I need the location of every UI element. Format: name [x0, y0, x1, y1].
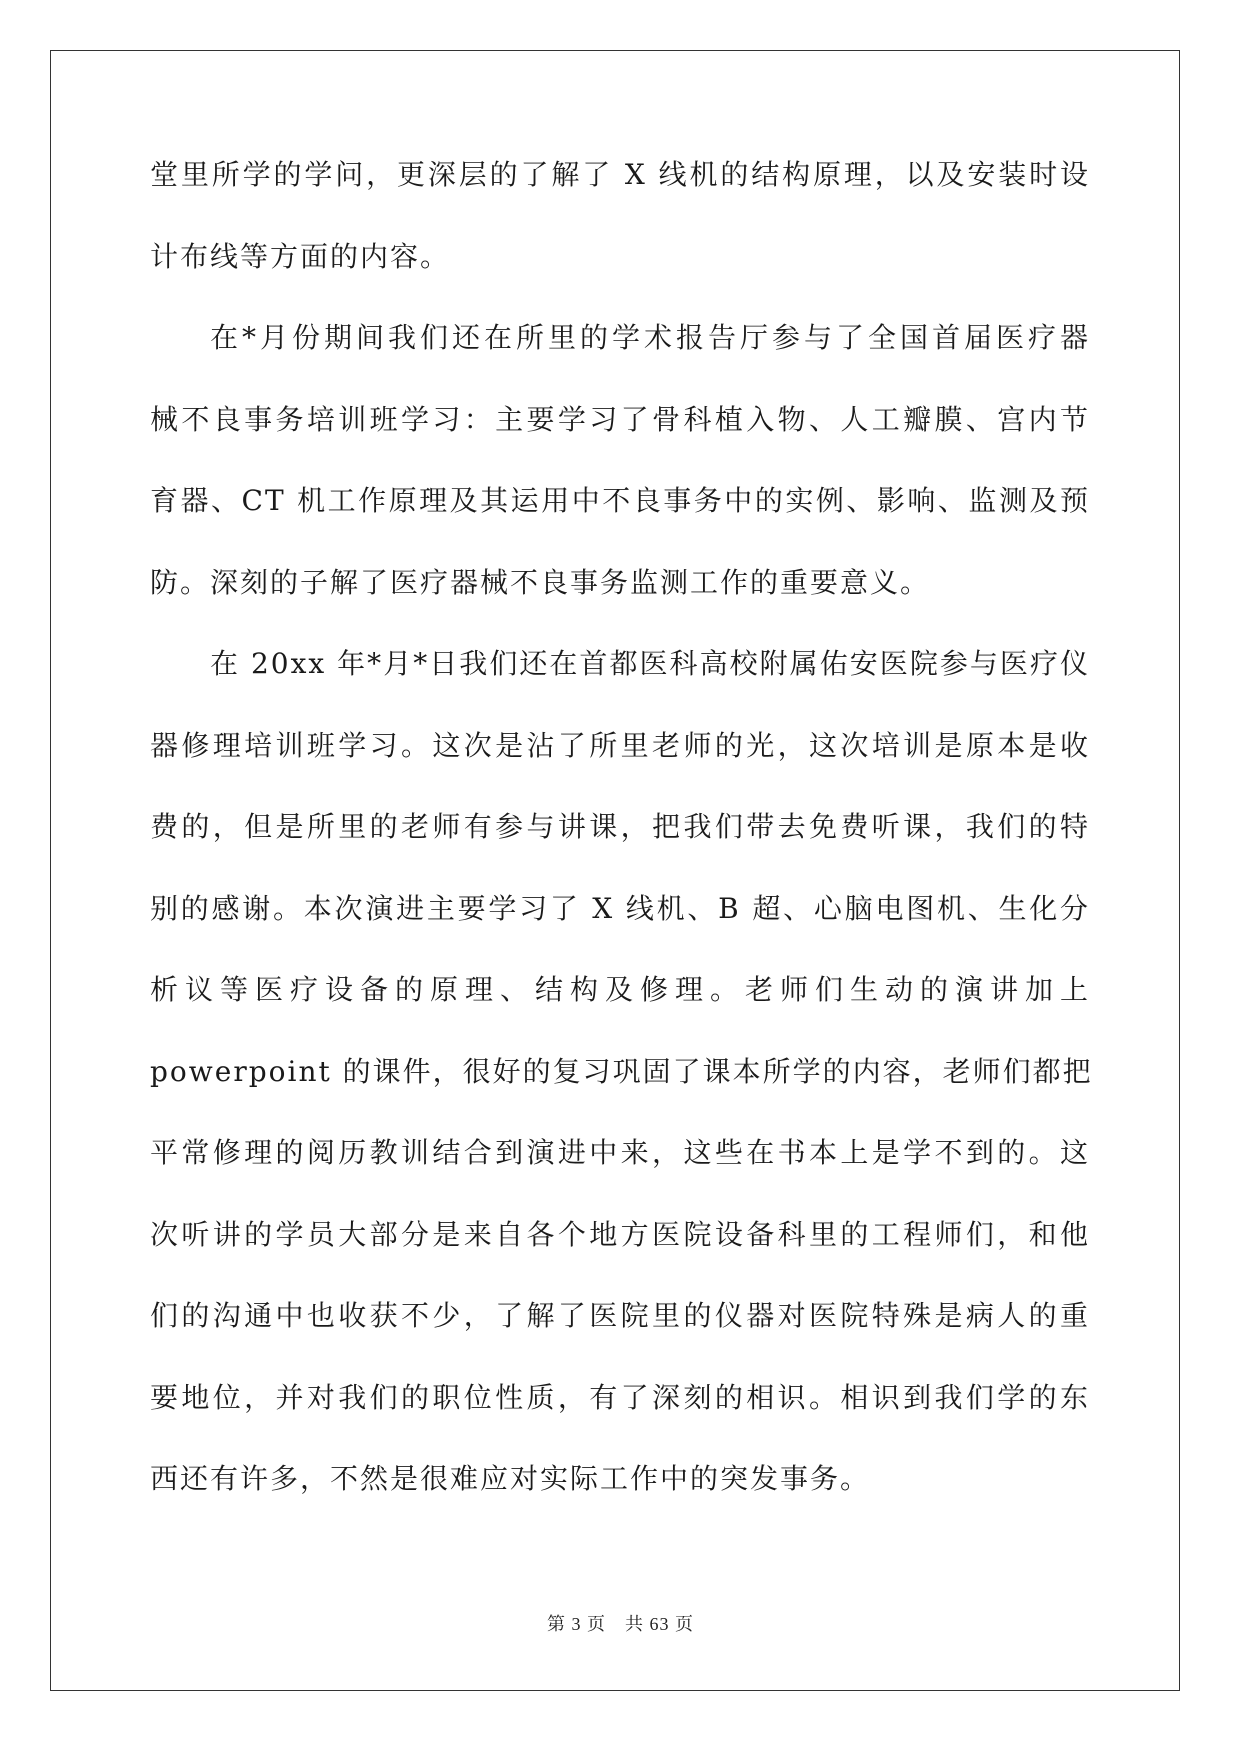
- document-body: [150, 158, 1093, 1546]
- text-line: 育器、CT 机工作原理及其运用中不良事务中的实例、影响、监测及预: [150, 484, 1090, 517]
- text-line: 次听讲的学员大部分是来自各个地方医院设备科里的工程师们，和他: [150, 1217, 1090, 1251]
- text-line: 平常修理的阅历教训结合到演进中来，这些在书本上是学不到的。这: [150, 1136, 1090, 1169]
- text-line: 在 20xx 年*月*日我们还在首都医科高校附属佑安医院参与医疗仪: [210, 647, 1090, 680]
- text-line: 防。深刻的子解了医疗器械不良事务监测工作的重要意义。: [150, 565, 931, 599]
- text-line: powerpoint 的课件，很好的复习巩固了课本所学的内容，老师们都把: [150, 1054, 1093, 1088]
- text-line: 械不良事务培训班学习：主要学习了骨科植入物、人工瓣膜、宫内节: [150, 402, 1090, 436]
- text-line: 器修理培训班学习。这次是沾了所里老师的光，这次培训是原本是收: [150, 728, 1090, 762]
- text-line: 析议等医疗设备的原理、结构及修理。老师们生动的演讲加上: [150, 973, 1090, 1006]
- text-line: 计布线等方面的内容。: [150, 239, 451, 273]
- text-line: 在*月份期间我们还在所里的学术报告厅参与了全国首届医疗器: [210, 321, 1090, 354]
- text-line: 费的，但是所里的老师有参与讲课，把我们带去免费听课，我们的特: [150, 810, 1090, 843]
- text-line: 要地位，并对我们的职位性质，有了深刻的相识。相识到我们学的东: [150, 1380, 1090, 1414]
- page-number: 第 3 页 共 63 页: [547, 1614, 694, 1634]
- text-line: 西还有许多，不然是很难应对实际工作中的突发事务。: [150, 1462, 871, 1495]
- text-line: 别的感谢。本次演进主要学习了 X 线机、B 超、心脑电图机、生化分: [150, 891, 1090, 925]
- text-line: 堂里所学的学问，更深层的了解了 X 线机的结构原理，以及安装时设: [150, 158, 1090, 191]
- text-line: 们的沟通中也收获不少，了解了医院里的仪器对医院特殊是病人的重: [150, 1299, 1090, 1332]
